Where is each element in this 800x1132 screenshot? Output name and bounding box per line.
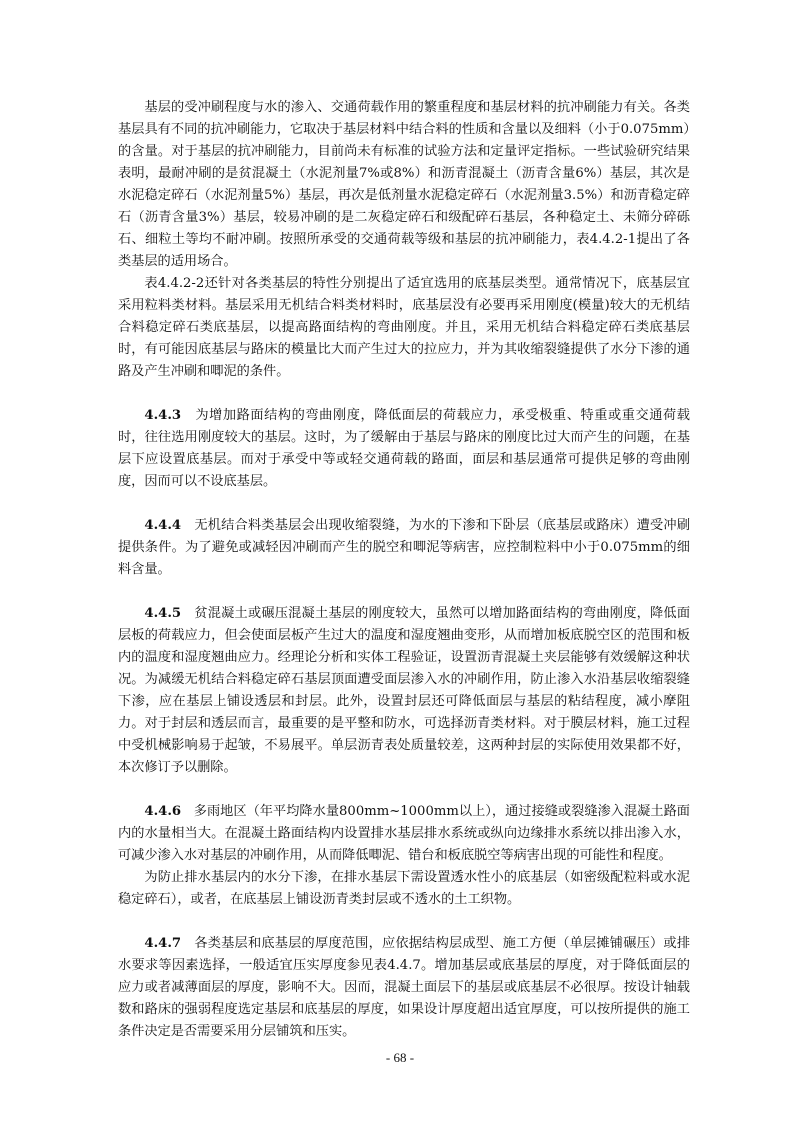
section-4-4-4: [118, 515, 690, 581]
section-4-4-3: [118, 405, 690, 493]
section-text: 为增加路面结构的弯曲刚度，降低面层的荷载应力，承受极重、特重或重交通荷载时，往往选用刚度较大的基层。这时，为了缓解由于基层与路床的刚度比过大而产生的问题，在基层下应设置底基层。而对于承受中等或轻交通荷载的路面，面层和基层通常可提供足够的弯曲刚度，因而可以不设底基层。: [118, 408, 690, 489]
section-text: 各类基层和底基层的厚度范围，应依据结构层成型、施工方便（单层摊铺碾压）或排水要求等因素选择，一般适宜压实厚度参见表4.4.7。增加基层或底基层的厚度，对于降低面层的应力或者减薄面层的厚度，影响不大。因而，混凝土面层下的基层或底基层不必很厚。按设计轴载数和路床的强弱程度选定基层和底基层的厚度，如果设计厚度超出适宜厚度，可以按所提供的施工条件决定是否需要采用分层铺筑和压实。: [118, 936, 691, 1039]
section-number: 4.4.4: [144, 518, 182, 533]
page-number: - 68 -: [385, 1050, 415, 1065]
intro-paragraph-1: 基层的受冲刷程度与水的渗入、交通荷载作用的繁重程度和基层材料的抗冲刷能力有关。各类基层具有不同的抗冲刷能力，它取决于基层材料中结合料的性质和含量以及细料（小于0.075mm）的含量。对于基层的抗冲刷能力，目前尚未有标准的试验方法和定量评定指标。一些试验研究结果表明，最耐冲刷的是贫混凝土（水泥剂量7%或8%）和沥青混凝土（沥青含量6%）基层，其次是水泥稳定碎石（水泥剂量5%）基层，再次是低剂量水泥稳定碎石（水泥剂量3.5%）和沥青稳定碎石（沥青含量3%）基层，较易冲刷的是二灰稳定碎石和级配碎石基层，各种稳定土、未筛分碎砾石、细粒土等均不耐冲刷。按照所承受的交通荷载等级和基层的抗冲刷能力，表4.4.2-1提出了各类基层的适用场合。: [118, 100, 690, 269]
section-4-4-7: [118, 933, 690, 1043]
section-4-4-5: [118, 603, 690, 779]
section-number: 4.4.7: [144, 936, 182, 951]
section-4-4-6-continued: 为防止排水基层内的水分下渗，在排水基层下需设置透水性小的底基层（如密级配粒料或水泥稳定碎石），或者，在底基层上铺设沥青类封层或不透水的土工织物。: [118, 870, 690, 907]
section-number: 4.4.6: [144, 804, 182, 819]
intro-paragraph-2: 表4.4.2-2还针对各类基层的特性分别提出了适宜选用的底基层类型。通常情况下，底基层宜采用粒料类材料。基层采用无机结合料类材料时，底基层没有必要再采用刚度(模量)较大的无机结合料稳定碎石类底基层，以提高路面结构的弯曲刚度。并且，采用无机结合料稳定碎石类底基层时，有可能因底基层与路床的模量比大而产生过大的拉应力，并为其收缩裂缝提供了水分下渗的通路及产生冲刷和唧泥的条件。: [118, 276, 690, 379]
section-text: 多雨地区（年平均降水量800mm~1000mm以上），通过接缝或裂缝渗入混凝土路面内的水量相当大。在混凝土路面结构内设置排水基层排水系统或纵向边缘排水系统以排出渗入水，可减少渗入水对基层的冲刷作用，从而降低唧泥、错台和板底脱空等病害出现的可能性和程度。: [118, 804, 690, 863]
section-4-4-6: [118, 801, 690, 867]
document-body: [118, 97, 690, 1043]
section-text: 贫混凝土或碾压混凝土基层的刚度较大，虽然可以增加路面结构的弯曲刚度，降低面层板的荷载应力，但会使面层板产生过大的温度和湿度翘曲变形，从而增加板底脱空区的范围和板内的温度和湿度翘曲应力。经理论分析和实体工程验证，设置沥青混凝土夹层能够有效缓解这种状况。为减缓无机结合料稳定碎石基层顶面遭受面层渗入水的冲刷作用，防止渗入水沿基层收缩裂缝下渗，应在基层上铺设透层和封层。此外，设置封层还可降低面层与基层的粘结程度，减小摩阻力。对于封层和透层而言，最重要的是平整和防水，可选择沥青类材料。对于膜层材料，施工过程中受机械影响易于起皱，不易展平。单层沥青表处质量较差，这两种封层的实际使用效果都不好，本次修订予以删除。: [118, 606, 691, 775]
section-text: 无机结合料类基层会出现收缩裂缝，为水的下渗和下卧层（底基层或路床）遭受冲刷提供条件。为了避免或减轻因冲刷而产生的脱空和唧泥等病害，应控制粒料中小于0.075mm的细料含量。: [118, 518, 691, 577]
section-number: 4.4.5: [144, 606, 182, 621]
section-number: 4.4.3: [144, 408, 182, 423]
